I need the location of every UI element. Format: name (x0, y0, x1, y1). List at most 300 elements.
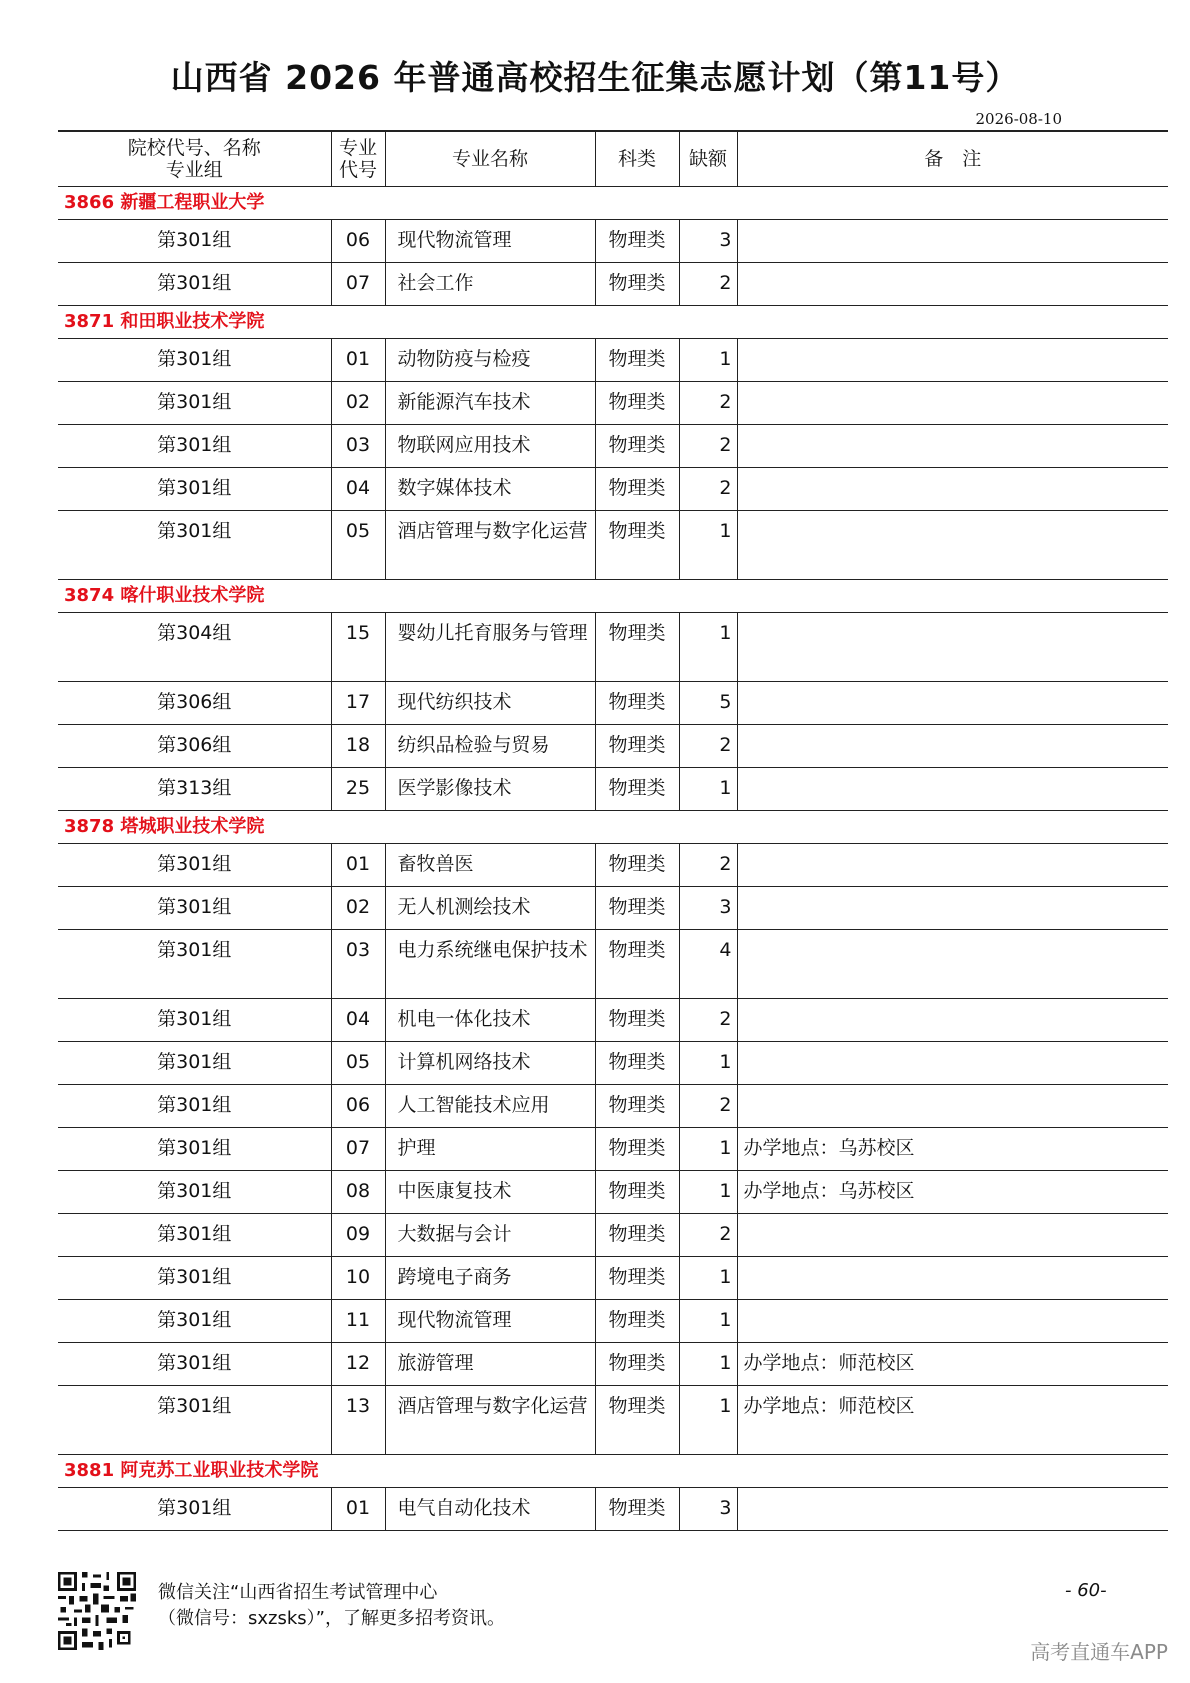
table-row (58, 1171, 1168, 1214)
remark-cell-text (738, 930, 1169, 939)
quota-cell (679, 339, 737, 382)
major-name-cell-text: 现代纺织技术 (397, 691, 512, 713)
major-name-cell-text: 现代物流管理 (397, 229, 512, 251)
remark-cell (737, 768, 1168, 811)
category-cell (595, 1386, 679, 1455)
category-cell (595, 999, 679, 1042)
group-cell (58, 511, 331, 580)
remark-cell (737, 339, 1168, 382)
category-cell (595, 1343, 679, 1386)
category-cell (595, 930, 679, 999)
category-cell-text: 物理类 (608, 477, 666, 499)
remark-cell (737, 1042, 1168, 1085)
quota-cell (679, 1171, 737, 1214)
major-code-cell-text: 01 (345, 348, 371, 370)
quota-cell (679, 1085, 737, 1128)
header-category: 科类 (595, 131, 679, 187)
remark-cell-text: 办学地点：师范校区 (743, 1352, 915, 1374)
group-cell-text: 第301组 (157, 1051, 232, 1073)
table-row (58, 1300, 1168, 1343)
category-cell (595, 844, 679, 887)
major-name-cell (385, 1257, 595, 1300)
category-cell (595, 425, 679, 468)
remark-cell-text (738, 511, 1169, 520)
school-name: 3874 喀什职业技术学院 (58, 580, 1168, 613)
major-code-cell (331, 1042, 385, 1085)
quota-cell (679, 613, 737, 682)
group-cell-text: 第301组 (157, 853, 232, 875)
major-name-cell (385, 999, 595, 1042)
remark-cell (737, 1300, 1168, 1343)
table-row (58, 1343, 1168, 1386)
remark-cell-text (738, 220, 1169, 229)
category-cell-text: 物理类 (608, 272, 666, 294)
major-code-cell-text: 06 (345, 1094, 371, 1116)
quota-cell-text: 2 (719, 1008, 732, 1030)
footer-wechat-note (158, 1580, 505, 1632)
major-code-cell (331, 1343, 385, 1386)
major-name-cell-text: 数字媒体技术 (397, 477, 512, 499)
quota-cell-text: 3 (719, 1497, 732, 1519)
major-name-cell (385, 220, 595, 263)
school-row (58, 811, 1168, 844)
major-code-cell (331, 1171, 385, 1214)
group-cell (58, 339, 331, 382)
quota-cell (679, 511, 737, 580)
major-name-cell (385, 1488, 595, 1531)
major-code-cell-text: 05 (345, 1051, 371, 1073)
remark-cell (737, 999, 1168, 1042)
remark-cell (737, 1085, 1168, 1128)
quota-cell-text: 1 (719, 1395, 732, 1417)
major-name-cell (385, 1042, 595, 1085)
remark-cell (737, 425, 1168, 468)
category-cell-text: 物理类 (608, 1008, 666, 1030)
remark-cell (737, 1214, 1168, 1257)
group-cell-text: 第301组 (157, 348, 232, 370)
quota-cell-text: 1 (719, 1266, 732, 1288)
major-name-cell-text: 社会工作 (397, 272, 474, 294)
group-cell (58, 1488, 331, 1531)
remark-cell (737, 725, 1168, 768)
quota-cell-text: 2 (719, 853, 732, 875)
category-cell (595, 1085, 679, 1128)
remark-cell-text (738, 768, 1169, 777)
group-cell (58, 1171, 331, 1214)
category-cell (595, 768, 679, 811)
major-code-cell (331, 339, 385, 382)
group-cell-text: 第301组 (157, 1137, 232, 1159)
major-code-cell (331, 613, 385, 682)
major-name-cell-text: 电力系统继电保护技术 (397, 939, 588, 961)
quota-cell-text: 1 (719, 622, 732, 644)
header-major-name: 专业名称 (385, 131, 595, 187)
remark-cell-text (738, 844, 1169, 853)
major-name-cell (385, 725, 595, 768)
category-cell (595, 1488, 679, 1531)
table-row (58, 1042, 1168, 1085)
header-school-group-line1: 院校代号、名称 (127, 137, 261, 159)
category-cell-text: 物理类 (608, 1309, 666, 1331)
quota-cell-text: 3 (719, 896, 732, 918)
quota-cell (679, 725, 737, 768)
header-major-code-line2: 代号 (338, 159, 377, 181)
table-row (58, 887, 1168, 930)
major-name-cell-text: 酒店管理与数字化运营 (397, 520, 588, 542)
major-code-cell (331, 220, 385, 263)
category-cell-text: 物理类 (608, 348, 666, 370)
major-code-cell (331, 768, 385, 811)
category-cell (595, 613, 679, 682)
major-name-cell (385, 263, 595, 306)
major-name-cell-text: 现代物流管理 (397, 1309, 512, 1331)
category-cell-text: 物理类 (608, 691, 666, 713)
major-name-cell-text: 动物防疫与检疫 (397, 348, 531, 370)
table-row (58, 999, 1168, 1042)
major-name-cell (385, 382, 595, 425)
major-code-cell-text: 06 (345, 229, 371, 251)
group-cell-text: 第301组 (157, 272, 232, 294)
remark-cell-text (738, 1257, 1169, 1266)
major-code-cell (331, 1214, 385, 1257)
group-cell-text: 第301组 (157, 939, 232, 961)
page-title: 山西省 2026 年普通高校招生征集志愿计划（第11号） (170, 58, 1020, 97)
major-name-cell-text: 婴幼儿托育服务与管理 (397, 622, 588, 644)
category-cell (595, 339, 679, 382)
remark-cell (737, 468, 1168, 511)
major-code-cell (331, 425, 385, 468)
group-cell-text: 第301组 (157, 1266, 232, 1288)
major-code-cell-text: 03 (345, 939, 371, 961)
remark-cell-text (738, 725, 1169, 734)
school-name: 3871 和田职业技术学院 (58, 306, 1168, 339)
major-code-cell (331, 1257, 385, 1300)
quota-cell (679, 887, 737, 930)
major-code-cell (331, 682, 385, 725)
remark-cell-text (738, 1300, 1169, 1309)
major-code-cell (331, 725, 385, 768)
group-cell (58, 220, 331, 263)
major-name-cell (385, 468, 595, 511)
major-name-cell (385, 425, 595, 468)
category-cell (595, 1128, 679, 1171)
category-cell-text: 物理类 (608, 939, 666, 961)
quota-cell (679, 468, 737, 511)
category-cell-text: 物理类 (608, 1497, 666, 1519)
quota-cell-text: 2 (719, 391, 732, 413)
category-cell (595, 1257, 679, 1300)
quota-cell-text: 1 (719, 1137, 732, 1159)
enrollment-plan-table (58, 130, 1168, 1531)
category-cell (595, 1171, 679, 1214)
group-cell (58, 1343, 331, 1386)
major-code-cell (331, 1128, 385, 1171)
table-row (58, 1386, 1168, 1455)
remark-cell-text (738, 468, 1169, 477)
group-cell (58, 1300, 331, 1343)
category-cell-text: 物理类 (608, 853, 666, 875)
major-code-cell (331, 263, 385, 306)
quota-cell-text: 2 (719, 734, 732, 756)
major-name-cell-text: 电气自动化技术 (397, 1497, 531, 1519)
quota-cell-text: 4 (719, 939, 732, 961)
remark-cell (737, 382, 1168, 425)
group-cell-text: 第304组 (157, 622, 232, 644)
table-row (58, 725, 1168, 768)
quota-cell-text: 2 (719, 1223, 732, 1245)
group-cell-text: 第301组 (157, 1497, 232, 1519)
major-code-cell (331, 1300, 385, 1343)
table-row (58, 1085, 1168, 1128)
major-code-cell (331, 1386, 385, 1455)
quota-cell-text: 1 (719, 777, 732, 799)
major-code-cell-text: 04 (345, 477, 371, 499)
category-cell-text: 物理类 (608, 1266, 666, 1288)
group-cell (58, 1386, 331, 1455)
remark-cell-text: 办学地点：师范校区 (743, 1395, 915, 1417)
page-number: - 60- (1065, 1580, 1107, 1601)
group-cell (58, 930, 331, 999)
major-name-cell (385, 1300, 595, 1343)
quota-cell-text: 1 (719, 1309, 732, 1331)
quota-cell (679, 1488, 737, 1531)
remark-cell-text: 办学地点：乌苏校区 (743, 1137, 915, 1159)
group-cell (58, 425, 331, 468)
group-cell-text: 第301组 (157, 434, 232, 456)
header-remark: 备 注 (737, 131, 1168, 187)
remark-cell (737, 1128, 1168, 1171)
table-row (58, 682, 1168, 725)
school-name: 3866 新疆工程职业大学 (58, 187, 1168, 220)
major-code-cell-text: 25 (345, 777, 371, 799)
major-code-cell-text: 18 (345, 734, 371, 756)
footer-line-2: （微信号：sxzsks）”，了解更多招考资讯。 (158, 1608, 505, 1629)
major-code-cell (331, 468, 385, 511)
quota-cell (679, 1128, 737, 1171)
quota-cell (679, 263, 737, 306)
major-name-cell-text: 中医康复技术 (397, 1180, 512, 1202)
quota-cell (679, 425, 737, 468)
major-code-cell-text: 08 (345, 1180, 371, 1202)
category-cell (595, 725, 679, 768)
category-cell-text: 物理类 (608, 229, 666, 251)
group-cell (58, 725, 331, 768)
category-cell (595, 511, 679, 580)
remark-cell (737, 1386, 1168, 1455)
group-cell (58, 382, 331, 425)
quota-cell (679, 768, 737, 811)
group-cell-text: 第301组 (157, 1094, 232, 1116)
category-cell-text: 物理类 (608, 777, 666, 799)
table-row (58, 1128, 1168, 1171)
header-major-code-line1: 专业 (338, 137, 377, 159)
table-row (58, 930, 1168, 999)
quota-cell (679, 1386, 737, 1455)
quota-cell-text: 1 (719, 348, 732, 370)
quota-cell (679, 382, 737, 425)
major-code-cell-text: 17 (345, 691, 371, 713)
category-cell (595, 220, 679, 263)
major-name-cell (385, 1343, 595, 1386)
table-row (58, 339, 1168, 382)
major-code-cell-text: 13 (345, 1395, 371, 1417)
category-cell (595, 887, 679, 930)
quota-cell (679, 930, 737, 999)
group-cell (58, 682, 331, 725)
quota-cell-text: 2 (719, 272, 732, 294)
major-code-cell-text: 01 (345, 1497, 371, 1519)
remark-cell-text (738, 382, 1169, 391)
publish-date: 2026-08-10 (975, 110, 1062, 128)
major-name-cell (385, 844, 595, 887)
table-row (58, 468, 1168, 511)
table-row (58, 1488, 1168, 1531)
major-name-cell-text: 护理 (397, 1137, 436, 1159)
table-row (58, 382, 1168, 425)
header-school-group (58, 131, 331, 187)
major-name-cell (385, 930, 595, 999)
major-name-cell (385, 682, 595, 725)
group-cell-text: 第306组 (157, 734, 232, 756)
category-cell-text: 物理类 (608, 1352, 666, 1374)
quota-cell (679, 999, 737, 1042)
group-cell-text: 第301组 (157, 1223, 232, 1245)
group-cell-text: 第301组 (157, 520, 232, 542)
category-cell-text: 物理类 (608, 896, 666, 918)
category-cell-text: 物理类 (608, 1051, 666, 1073)
group-cell (58, 1128, 331, 1171)
quota-cell (679, 1257, 737, 1300)
remark-cell-text (738, 1085, 1169, 1094)
category-cell-text: 物理类 (608, 391, 666, 413)
major-code-cell (331, 844, 385, 887)
category-cell-text: 物理类 (608, 1137, 666, 1159)
remark-cell-text (738, 263, 1169, 272)
table-header-row (58, 131, 1168, 187)
remark-cell-text (738, 1042, 1169, 1051)
group-cell-text: 第301组 (157, 896, 232, 918)
major-name-cell-text: 酒店管理与数字化运营 (397, 1395, 588, 1417)
category-cell-text: 物理类 (608, 1223, 666, 1245)
quota-cell-text: 2 (719, 1094, 732, 1116)
category-cell (595, 1300, 679, 1343)
major-name-cell-text: 机电一体化技术 (397, 1008, 531, 1030)
remark-cell-text (738, 425, 1169, 434)
group-cell-text: 第301组 (157, 229, 232, 251)
group-cell (58, 999, 331, 1042)
major-name-cell (385, 887, 595, 930)
quota-cell-text: 2 (719, 477, 732, 499)
category-cell (595, 382, 679, 425)
major-name-cell-text: 大数据与会计 (397, 1223, 512, 1245)
quota-cell (679, 844, 737, 887)
group-cell-text: 第301组 (157, 1395, 232, 1417)
group-cell (58, 468, 331, 511)
header-school-group-line2: 专业组 (165, 159, 223, 181)
school-name: 3881 阿克苏工业职业技术学院 (58, 1455, 1168, 1488)
quota-cell-text: 1 (719, 1180, 732, 1202)
table-row (58, 613, 1168, 682)
major-code-cell-text: 03 (345, 434, 371, 456)
major-code-cell (331, 1488, 385, 1531)
major-name-cell (385, 339, 595, 382)
remark-cell (737, 613, 1168, 682)
group-cell-text: 第301组 (157, 477, 232, 499)
category-cell-text: 物理类 (608, 434, 666, 456)
major-code-cell-text: 09 (345, 1223, 371, 1245)
category-cell-text: 物理类 (608, 520, 666, 542)
remark-cell (737, 1257, 1168, 1300)
category-cell-text: 物理类 (608, 1180, 666, 1202)
remark-cell (737, 1171, 1168, 1214)
category-cell-text: 物理类 (608, 734, 666, 756)
remark-cell (737, 220, 1168, 263)
category-cell-text: 物理类 (608, 1094, 666, 1116)
remark-cell-text (738, 1488, 1169, 1497)
table-row (58, 844, 1168, 887)
remark-cell (737, 1488, 1168, 1531)
major-code-cell (331, 887, 385, 930)
quota-cell-text: 1 (719, 520, 732, 542)
school-row (58, 1455, 1168, 1488)
major-code-cell-text: 02 (345, 391, 371, 413)
major-name-cell (385, 1214, 595, 1257)
group-cell (58, 1085, 331, 1128)
major-code-cell-text: 10 (345, 1266, 371, 1288)
group-cell (58, 1042, 331, 1085)
major-name-cell-text: 物联网应用技术 (397, 434, 531, 456)
app-watermark: 高考直通车APP (1030, 1640, 1168, 1664)
remark-cell-text (738, 1214, 1169, 1223)
quota-cell-text: 3 (719, 229, 732, 251)
group-cell (58, 768, 331, 811)
major-name-cell-text: 无人机测绘技术 (397, 896, 531, 918)
category-cell-text: 物理类 (608, 1395, 666, 1417)
quota-cell (679, 1042, 737, 1085)
major-name-cell (385, 511, 595, 580)
remark-cell-text: 办学地点：乌苏校区 (743, 1180, 915, 1202)
quota-cell (679, 1214, 737, 1257)
major-name-cell-text: 跨境电子商务 (397, 1266, 512, 1288)
major-code-cell (331, 999, 385, 1042)
major-code-cell-text: 05 (345, 520, 371, 542)
group-cell (58, 844, 331, 887)
major-name-cell-text: 旅游管理 (397, 1352, 474, 1374)
qr-code-icon (58, 1572, 136, 1650)
group-cell-text: 第306组 (157, 691, 232, 713)
major-code-cell-text: 04 (345, 1008, 371, 1030)
header-quota: 缺额 (679, 131, 737, 187)
category-cell (595, 682, 679, 725)
major-code-cell (331, 1085, 385, 1128)
category-cell (595, 1214, 679, 1257)
major-name-cell (385, 1085, 595, 1128)
quota-cell-text: 1 (719, 1352, 732, 1374)
major-name-cell (385, 768, 595, 811)
school-name: 3878 塔城职业技术学院 (58, 811, 1168, 844)
group-cell-text: 第301组 (157, 391, 232, 413)
quota-cell (679, 220, 737, 263)
table-row (58, 511, 1168, 580)
major-code-cell-text: 11 (345, 1309, 371, 1331)
major-code-cell-text: 07 (345, 1137, 371, 1159)
school-row (58, 187, 1168, 220)
major-name-cell-text: 医学影像技术 (397, 777, 512, 799)
major-name-cell-text: 纺织品检验与贸易 (397, 734, 550, 756)
major-name-cell-text: 畜牧兽医 (397, 853, 474, 875)
table-body (58, 187, 1168, 1531)
remark-cell-text (738, 613, 1169, 622)
